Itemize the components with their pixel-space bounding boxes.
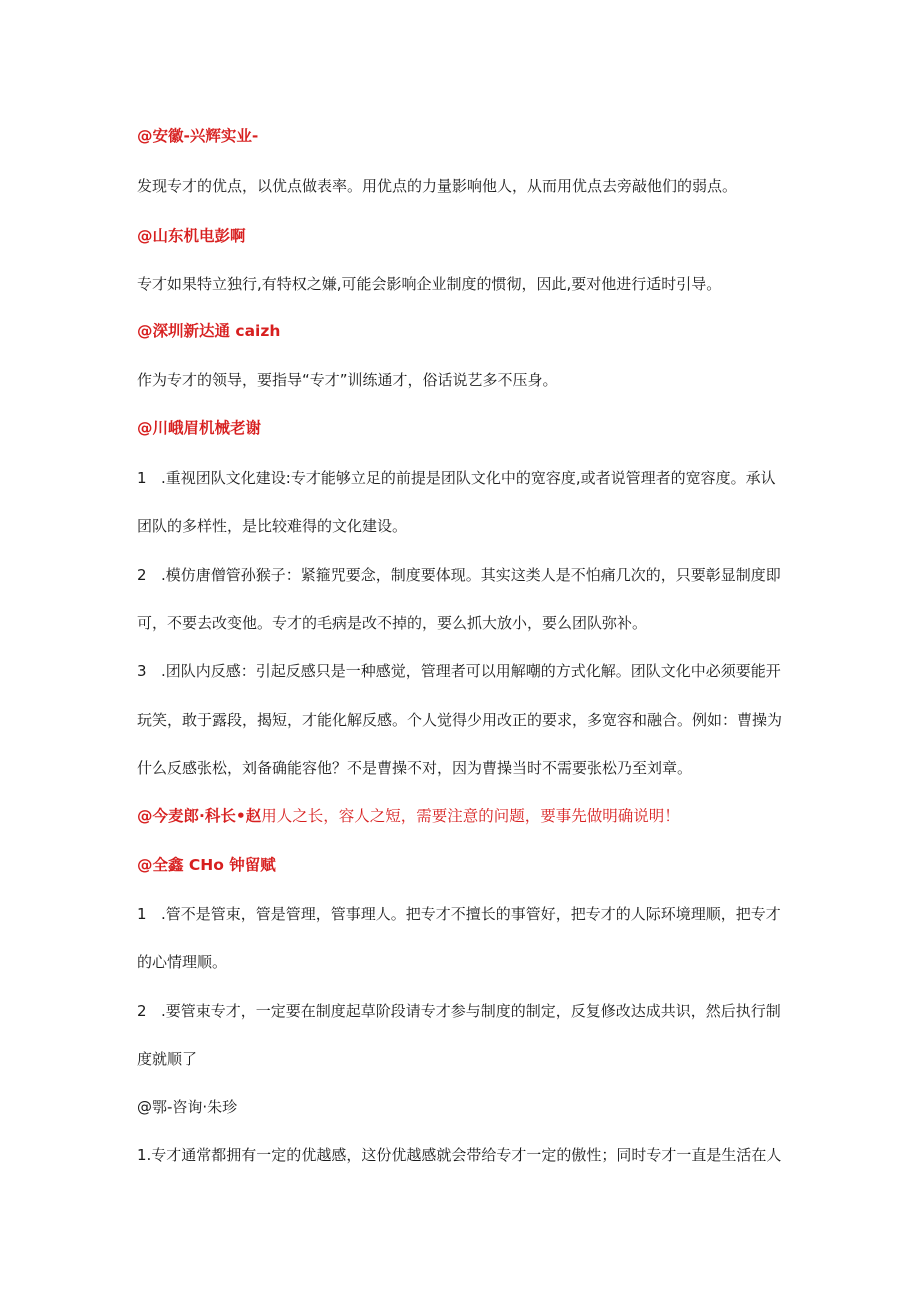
comment-author	[137, 226, 807, 246]
list-text: .要管束专才，一定要在制度起草阶段请专才参与制度的制定，反复修改达成共识，然后执行制	[161, 1002, 781, 1020]
paragraph-text: 团队的多样性，是比较难得的文化建设。	[137, 517, 408, 535]
paragraph-text: 玩笑，敢于露段，揭短，才能化解反感。个人觉得少用改正的要求，多宽容和融合。例如：曹操为	[137, 711, 783, 729]
paragraph-line	[137, 758, 807, 778]
list-number: 1	[137, 469, 147, 487]
author-name: @全鑫 CHo 钟留赋	[137, 856, 276, 874]
paragraph-text: 可，不要去改变他。专才的毛病是改不掉的，要么抓大放小，要么团队弥补。	[137, 614, 648, 632]
paragraph-text: 专才如果特立独行,有特权之嫌,可能会影响企业制度的惯彻，因此,要对他进行适时引导。	[137, 275, 722, 293]
list-item-line	[137, 565, 807, 585]
paragraph-line	[137, 1049, 807, 1069]
paragraph-text: 作为专才的领导，要指导“专才”训练通才，俗话说艺多不压身。	[137, 371, 558, 389]
paragraph-text: 1.专才通常都拥有一定的优越感，这份优越感就会带给专才一定的傲性；同时专才一直是生活在人	[137, 1146, 782, 1164]
comment-text: 用人之长，容人之短，需要注意的问题，要事先做明确说明！	[261, 807, 680, 825]
paragraph-line	[137, 274, 807, 294]
paragraph-line	[137, 516, 807, 536]
paragraph-text: 发现专才的优点，以优点做表率。用优点的力量影响他人，从而用优点去旁敲他们的弱点。	[137, 177, 738, 195]
paragraph-line	[137, 1145, 807, 1165]
author-name: @深圳新达通 caizh	[137, 322, 281, 340]
paragraph-text: 度就顺了	[137, 1050, 198, 1068]
paragraph-line	[137, 710, 807, 730]
paragraph-line	[137, 952, 807, 972]
comment-author	[137, 855, 807, 875]
list-text: .重视团队文化建设:专才能够立足的前提是团队文化中的宽容度,或者说管理者的宽容度。承认	[161, 469, 776, 487]
list-item-line	[137, 904, 807, 924]
paragraph-text: 的心情理顺。	[137, 953, 228, 971]
list-text: .模仿唐僧管孙猴子：紧箍咒要念，制度要体现。其实这类人是不怕痛几次的，只要彰显制度即	[161, 566, 781, 584]
list-number: 3	[137, 662, 147, 680]
paragraph-line	[137, 176, 807, 196]
list-item-line	[137, 661, 807, 681]
paragraph-line	[137, 613, 807, 633]
comment-author	[137, 126, 807, 146]
author-name: @今麦郎·科长•赵	[137, 807, 262, 825]
author-name: @山东机电彭啊	[137, 227, 246, 245]
paragraph-text: 什么反感张松，刘备确能容他？不是曹操不对，因为曹操当时不需要张松乃至刘章。	[137, 759, 693, 777]
list-number: 1	[137, 905, 147, 923]
author-name: @鄂-咨询·朱珍	[137, 1098, 238, 1116]
list-text: .管不是管束，管是管理，管事理人。把专才不擅长的事管好，把专才的人际环境理顺，把专才	[161, 905, 781, 923]
author-name: @安徽-兴辉实业-	[137, 127, 259, 145]
comment-author	[137, 321, 807, 341]
list-item-line	[137, 468, 807, 488]
comment-author-with-text	[137, 806, 807, 826]
author-name: @川峨眉机械老谢	[137, 419, 262, 437]
comment-author	[137, 418, 807, 438]
comment-author	[137, 1097, 807, 1117]
list-text: .团队内反感：引起反感只是一种感觉，管理者可以用解嘲的方式化解。团队文化中必须要能开	[161, 662, 781, 680]
list-number: 2	[137, 1002, 147, 1020]
list-number: 2	[137, 566, 147, 584]
list-item-line	[137, 1001, 807, 1021]
paragraph-line	[137, 370, 807, 390]
